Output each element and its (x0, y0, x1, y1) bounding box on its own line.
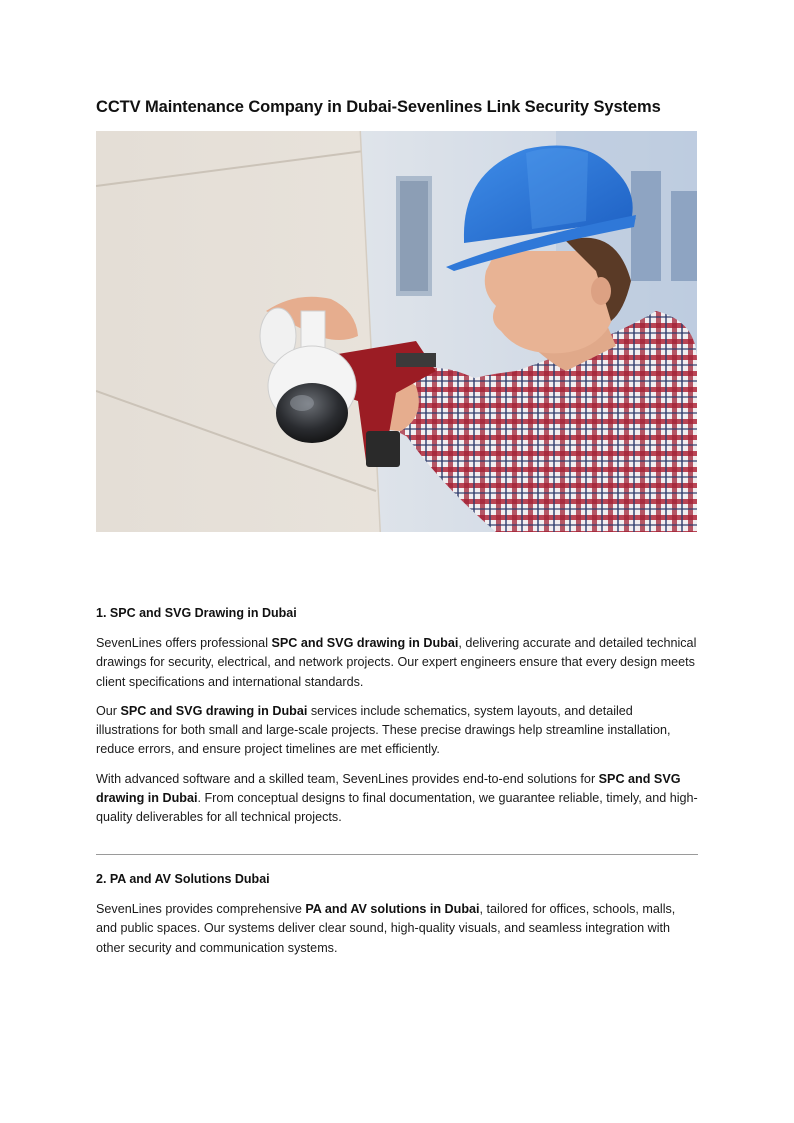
document-title: CCTV Maintenance Company in Dubai-Sevenlines Link Security Systems (96, 98, 661, 116)
paragraph: Our SPC and SVG drawing in Dubai services include schematics, system layouts, and detailed illustrations for both small and large-scale projects. These precise drawings help streamline installation, reduce errors, and ensure project timelines are met efficiently. (96, 703, 671, 757)
section-heading: 1. SPC and SVG Drawing in Dubai (96, 606, 297, 620)
section-heading: 2. PA and AV Solutions Dubai (96, 872, 270, 886)
paragraph: SevenLines offers professional SPC and SVG drawing in Dubai, delivering accurate and detailed technical drawings for security, electrical, and network projects. Our expert engineers ensure that every design meets client specifications and international standards. (96, 636, 697, 689)
paragraph: With advanced software and a skilled team, SevenLines provides end-to-end solutions for SPC and SVG drawing in Dubai. From conceptual designs to final documentation, we guarantee reliable, timely, and high-quality deliverables for all technical projects. (96, 771, 698, 825)
page-header (96, 96, 698, 532)
section-divider (96, 854, 698, 855)
section-pa-av (96, 870, 698, 968)
paragraph: SevenLines provides comprehensive PA and AV solutions in Dubai, tailored for offices, schools, malls, and public spaces. Our systems deliver clear sound, high-quality visuals, and seamless integration with other security and communication systems. (96, 902, 676, 955)
section-spc-svg (96, 604, 698, 838)
hero-image (96, 131, 697, 532)
